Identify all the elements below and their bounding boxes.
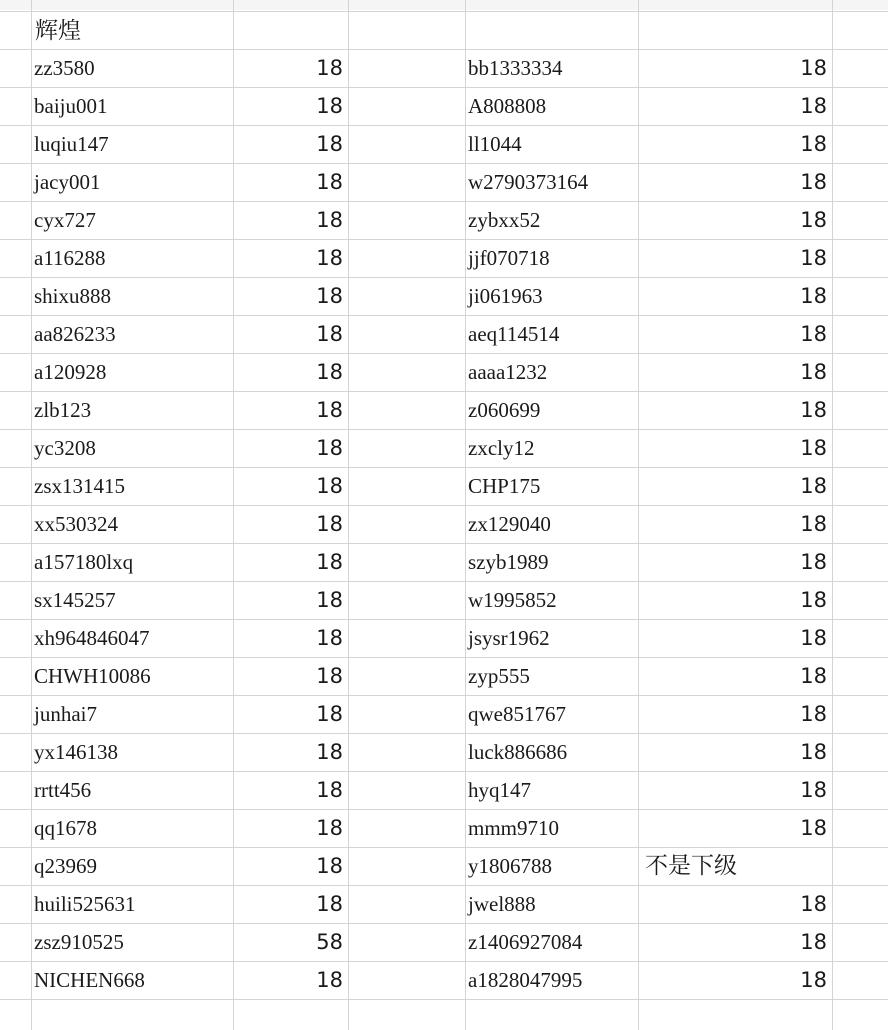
left-value-cell[interactable]: 18 [316, 360, 343, 384]
right-value-cell[interactable]: 18 [800, 816, 827, 840]
left-value-cell[interactable]: 18 [316, 398, 343, 422]
right-value-cell[interactable]: 18 [800, 436, 827, 460]
left-account-cell[interactable]: a120928 [34, 360, 107, 384]
left-value-cell[interactable]: 18 [316, 854, 343, 878]
right-account-cell[interactable]: ji061963 [468, 284, 543, 308]
right-account-cell[interactable]: jsysr1962 [468, 626, 550, 650]
right-value-cell[interactable]: 18 [800, 740, 827, 764]
left-account-cell[interactable]: a157180lxq [34, 550, 134, 574]
right-account-cell[interactable]: bb1333334 [468, 56, 563, 80]
left-account-cell[interactable]: CHWH10086 [34, 664, 151, 688]
right-value-cell[interactable]: 18 [800, 512, 827, 536]
left-value-cell[interactable]: 18 [316, 512, 343, 536]
right-account-cell[interactable]: jwel888 [468, 892, 536, 916]
left-value-cell[interactable]: 18 [316, 246, 343, 270]
right-account-cell[interactable]: aeq114514 [468, 322, 560, 346]
left-value-cell[interactable]: 18 [316, 968, 343, 992]
right-value-cell[interactable]: 18 [800, 588, 827, 612]
left-account-cell[interactable]: qq1678 [34, 816, 97, 840]
left-value-cell[interactable]: 18 [316, 56, 343, 80]
left-account-cell[interactable]: zz3580 [34, 56, 95, 80]
right-value-cell[interactable]: 18 [800, 930, 827, 954]
left-value-cell[interactable]: 18 [316, 664, 343, 688]
right-value-cell[interactable]: 18 [800, 664, 827, 688]
left-account-cell[interactable]: junhai7 [34, 702, 97, 726]
right-account-cell[interactable]: aaaa1232 [468, 360, 548, 384]
left-account-cell[interactable]: jacy001 [34, 170, 101, 194]
right-account-cell[interactable]: z060699 [468, 398, 541, 422]
right-value-cell[interactable]: 18 [800, 94, 827, 118]
left-account-cell[interactable]: luqiu147 [34, 132, 109, 156]
left-account-cell[interactable]: NICHEN668 [34, 968, 145, 992]
left-value-cell[interactable]: 18 [316, 284, 343, 308]
left-account-cell[interactable]: sx145257 [34, 588, 116, 612]
column-header-strip [0, 0, 888, 10]
header-cell[interactable]: 辉煌 [35, 18, 81, 44]
right-value-cell[interactable]: 18 [800, 246, 827, 270]
right-account-cell[interactable]: hyq147 [468, 778, 531, 802]
right-account-cell[interactable]: zx129040 [468, 512, 551, 536]
right-account-cell[interactable]: szyb1989 [468, 550, 549, 574]
left-account-cell[interactable]: xh964846047 [34, 626, 150, 650]
right-value-cell[interactable]: 18 [800, 132, 827, 156]
left-value-cell[interactable]: 18 [316, 436, 343, 460]
left-value-cell[interactable]: 18 [316, 208, 343, 232]
right-value-cell[interactable]: 18 [800, 474, 827, 498]
left-value-cell[interactable]: 18 [316, 778, 343, 802]
left-account-cell[interactable]: zlb123 [34, 398, 92, 422]
left-value-cell[interactable]: 18 [316, 892, 343, 916]
left-account-cell[interactable]: yx146138 [34, 740, 118, 764]
left-account-cell[interactable]: q23969 [34, 854, 97, 878]
left-account-cell[interactable]: zsz910525 [34, 930, 124, 954]
row-gridline [0, 11, 888, 12]
right-account-cell[interactable]: w1995852 [468, 588, 557, 612]
left-value-cell[interactable]: 18 [316, 322, 343, 346]
left-value-cell[interactable]: 58 [316, 930, 343, 954]
left-account-cell[interactable]: cyx727 [34, 208, 96, 232]
right-value-cell[interactable]: 18 [800, 892, 827, 916]
right-account-cell[interactable]: luck886686 [468, 740, 568, 764]
right-account-cell[interactable]: z1406927084 [468, 930, 583, 954]
right-account-cell[interactable]: y1806788 [468, 854, 552, 878]
left-value-cell[interactable]: 18 [316, 626, 343, 650]
right-value-cell[interactable]: 18 [800, 550, 827, 574]
right-value-cell[interactable]: 18 [800, 702, 827, 726]
left-value-cell[interactable]: 18 [316, 170, 343, 194]
left-account-cell[interactable]: aa826233 [34, 322, 116, 346]
right-value-cell[interactable]: 不是下级 [645, 853, 737, 879]
right-account-cell[interactable]: jjf070718 [468, 246, 550, 270]
right-value-cell[interactable]: 18 [800, 56, 827, 80]
right-account-cell[interactable]: zyp555 [468, 664, 530, 688]
right-account-cell[interactable]: ll1044 [468, 132, 522, 156]
column-gridline [832, 0, 833, 1030]
right-account-cell[interactable]: mmm9710 [468, 816, 560, 840]
right-value-cell[interactable]: 18 [800, 398, 827, 422]
row-gridline [0, 999, 888, 1000]
left-account-cell[interactable]: huili525631 [34, 892, 136, 916]
right-value-cell[interactable]: 18 [800, 208, 827, 232]
right-account-cell[interactable]: qwe851767 [468, 702, 566, 726]
right-value-cell[interactable]: 18 [800, 284, 827, 308]
left-account-cell[interactable]: xx530324 [34, 512, 118, 536]
right-account-cell[interactable]: CHP175 [468, 474, 541, 498]
right-account-cell[interactable]: a1828047995 [468, 968, 583, 992]
right-value-cell[interactable]: 18 [800, 170, 827, 194]
right-value-cell[interactable]: 18 [800, 322, 827, 346]
column-gridline [348, 0, 349, 1030]
left-value-cell[interactable]: 18 [316, 94, 343, 118]
left-value-cell[interactable]: 18 [316, 588, 343, 612]
right-account-cell[interactable]: A808808 [468, 94, 547, 118]
left-value-cell[interactable]: 18 [316, 132, 343, 156]
right-value-cell[interactable]: 18 [800, 626, 827, 650]
right-account-cell[interactable]: zybxx52 [468, 208, 541, 232]
left-value-cell[interactable]: 18 [316, 740, 343, 764]
left-account-cell[interactable]: shixu888 [34, 284, 112, 308]
left-account-cell[interactable]: rrtt456 [34, 778, 92, 802]
right-value-cell[interactable]: 18 [800, 360, 827, 384]
left-account-cell[interactable]: a116288 [34, 246, 106, 270]
left-account-cell[interactable]: zsx131415 [34, 474, 125, 498]
left-value-cell[interactable]: 18 [316, 474, 343, 498]
right-account-cell[interactable]: w2790373164 [468, 170, 589, 194]
right-value-cell[interactable]: 18 [800, 778, 827, 802]
left-value-cell[interactable]: 18 [316, 550, 343, 574]
left-value-cell[interactable]: 18 [316, 816, 343, 840]
left-account-cell[interactable]: yc3208 [34, 436, 96, 460]
left-account-cell[interactable]: baiju001 [34, 94, 108, 118]
right-account-cell[interactable]: zxcly12 [468, 436, 535, 460]
left-value-cell[interactable]: 18 [316, 702, 343, 726]
right-value-cell[interactable]: 18 [800, 968, 827, 992]
